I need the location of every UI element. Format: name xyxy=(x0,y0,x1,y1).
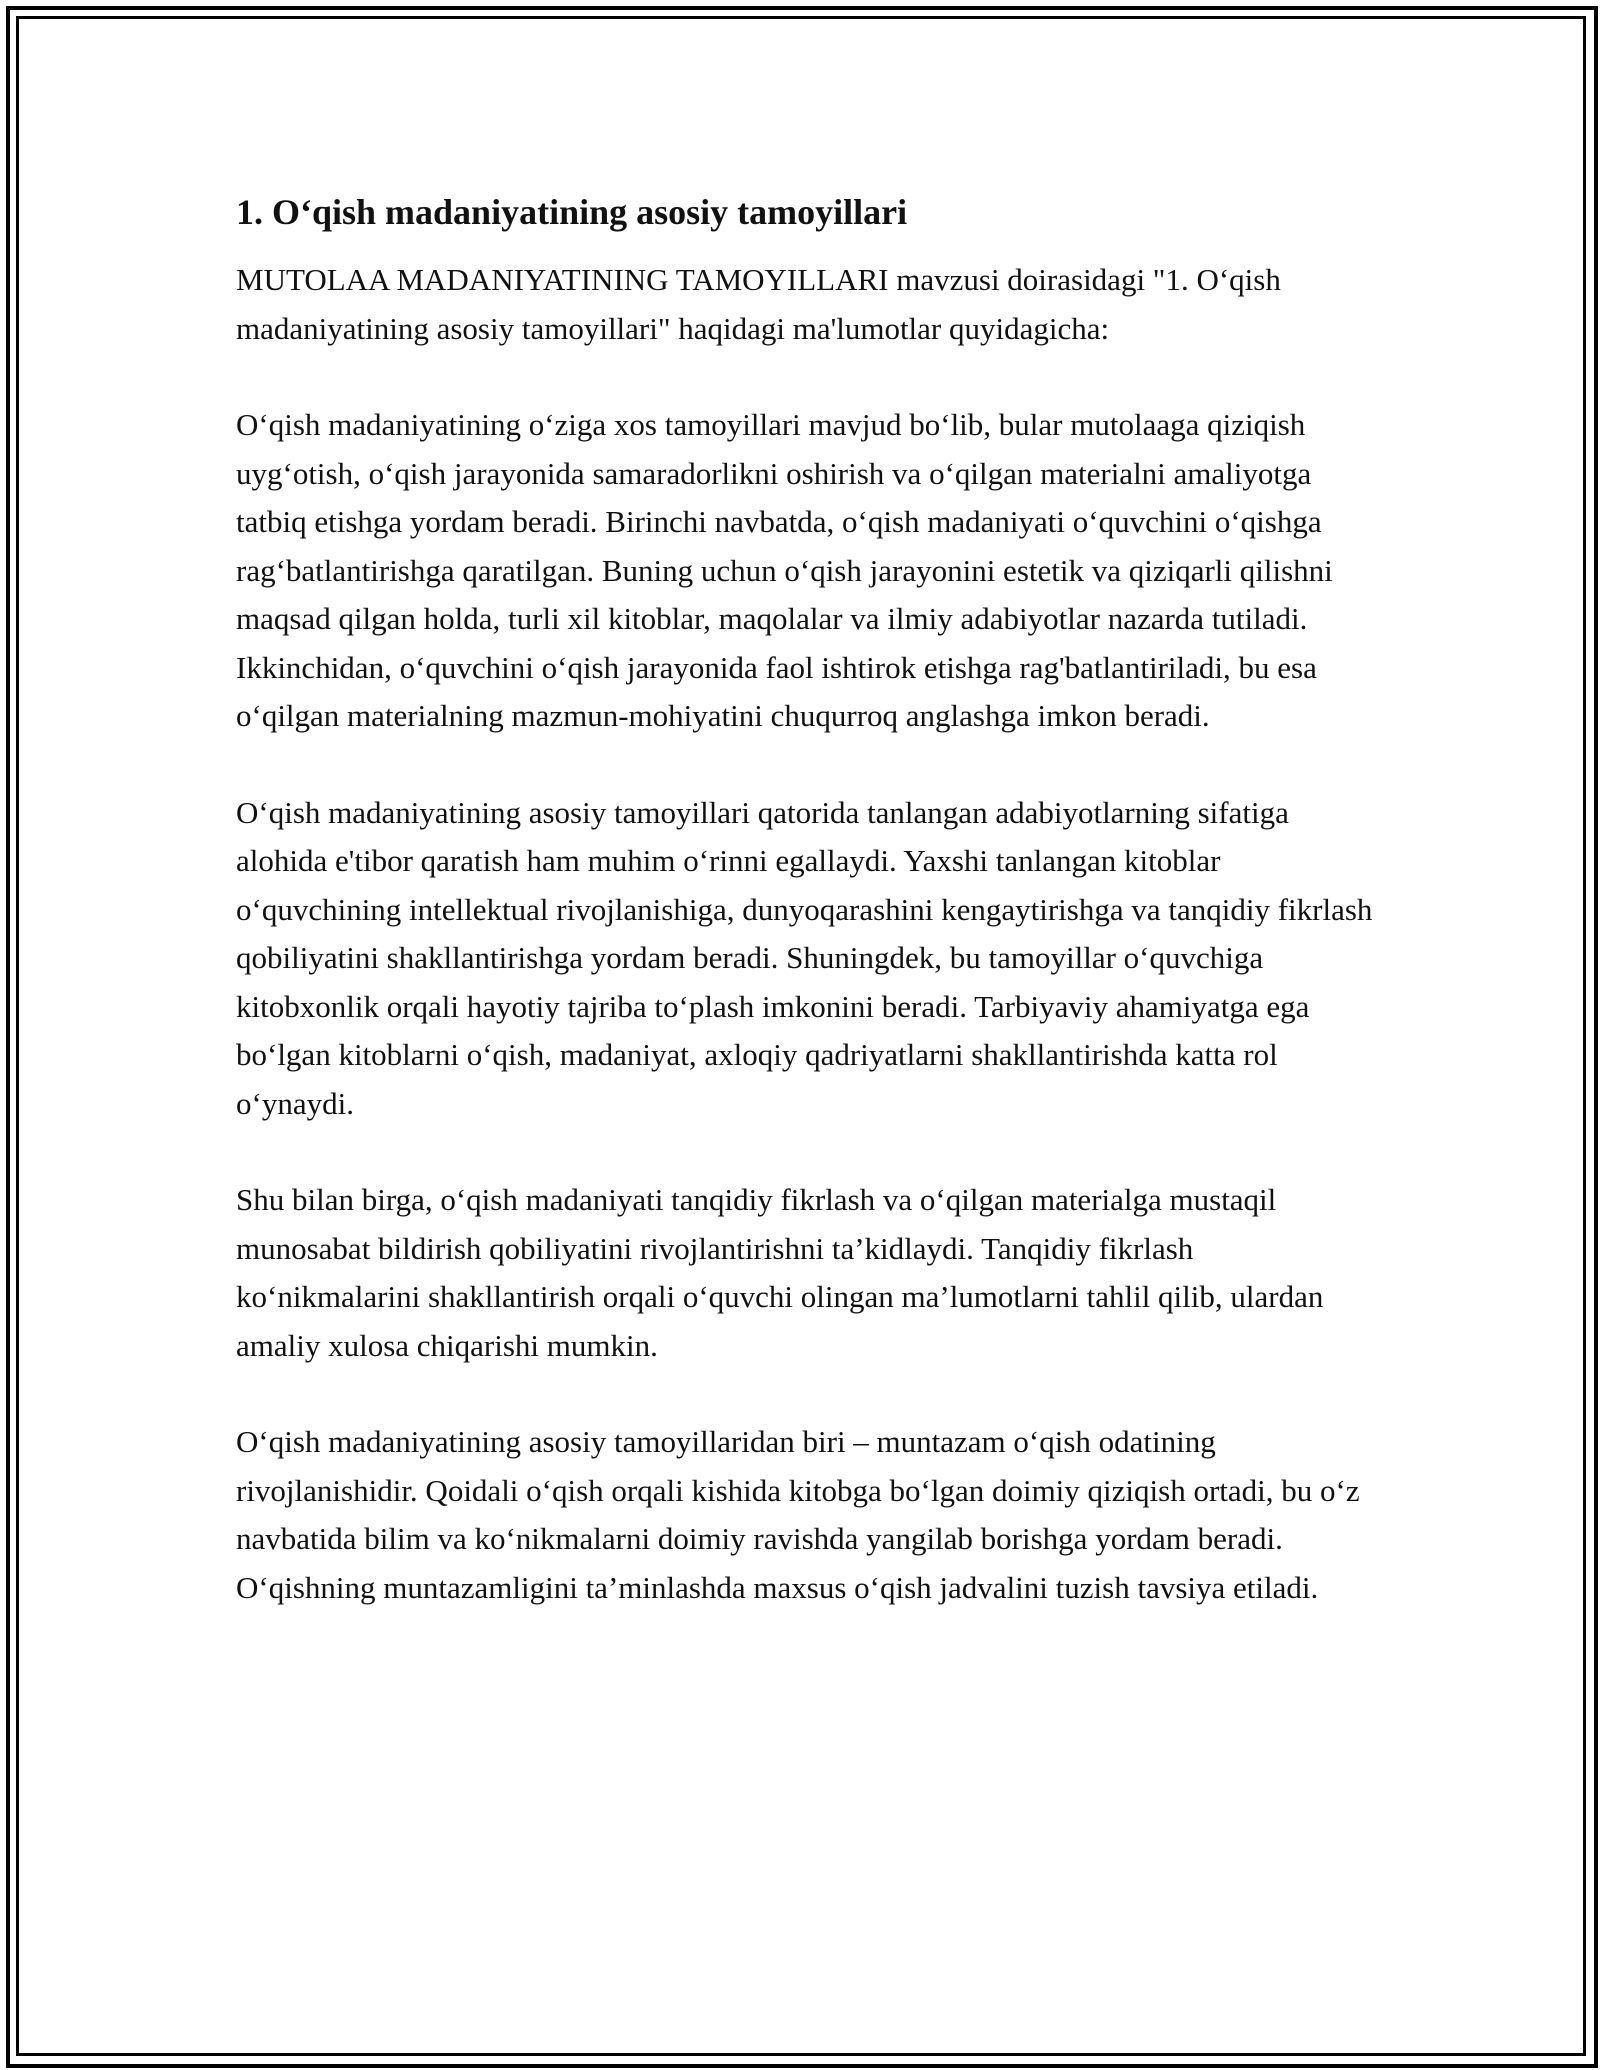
document-body xyxy=(236,188,1376,1660)
intro-paragraph: MUTOLAA MADANIYATINING TAMOYILLARI mavzusi doirasidagi "1. O‘qish madaniyatining asosiy tamoyillari" haqidagi ma'lumotlar quyidagicha: xyxy=(236,262,1281,346)
paragraph-principles-overview: O‘qish madaniyatining o‘ziga xos tamoyillari mavjud bo‘lib, bular mutolaaga qiziqish uyg‘otish, o‘qish jarayonida samaradorlikni oshirish va o‘qilgan materialni amaliyotga tatbiq etishga yordam beradi. Birinchi navbatda, o‘qish madaniyati o‘quvchini o‘qishga rag‘batlantirishga qaratilgan. Buning uchun o‘qish jarayonini estetik va qiziqarli qilishni maqsad qilgan holda, turli xil kitoblar, maqolalar va ilmiy adabiyotlar nazarda tutiladi. Ikkinchidan, o‘quvchini o‘qish jarayonida faol ishtirok etishga rag'batlantiriladi, bu esa o‘qilgan materialning mazmun-mohiyatini chuqurroq anglashga imkon beradi. xyxy=(236,407,1333,733)
paragraph-regular-reading: O‘qish madaniyatining asosiy tamoyillaridan biri – muntazam o‘qish odatining rivojlanishidir. Qoidali o‘qish orqali kishida kitobga bo‘lgan doimiy qiziqish ortadi, bu o‘z navbatida bilim va ko‘nikmalarni doimiy ravishda yangilab borishga yordam beradi. O‘qishning muntazamligini ta’minlashda maxsus o‘qish jadvalini tuzish tavsiya etiladi. xyxy=(236,1424,1360,1605)
paragraph-literature-quality: O‘qish madaniyatining asosiy tamoyillari qatorida tanlangan adabiyotlarning sifatiga alohida e'tibor qaratish ham muhim o‘rinni egallaydi. Yaxshi tanlangan kitoblar o‘quvchining intellektual rivojlanishiga, dunyoqarashini kengaytirishga va tanqidiy fikrlash qobiliyatini shakllantirishga yordam beradi. Shuningdek, bu tamoyillar o‘quvchiga kitobxonlik orqali hayotiy tajriba to‘plash imkonini beradi. Tarbiyaviy ahamiyatga ega bo‘lgan kitoblarni o‘qish, madaniyat, axloqiy qadriyatlarni shakllantirishda katta rol o‘ynaydi. xyxy=(236,794,1373,1121)
paragraph-critical-thinking: Shu bilan birga, o‘qish madaniyati tanqidiy fikrlash va o‘qilgan materialga mustaqil munosabat bildirish qobiliyatini rivojlantirishni ta’kidlaydi. Tanqidiy fikrlash ko‘nikmalarini shakllantirish orqali o‘quvchi olingan ma’lumotlarni tahlil qilib, ulardan amaliy xulosa chiqarishi mumkin. xyxy=(236,1182,1324,1363)
section-heading: 1. O‘qish madaniyatining asosiy tamoyillari xyxy=(236,192,908,232)
